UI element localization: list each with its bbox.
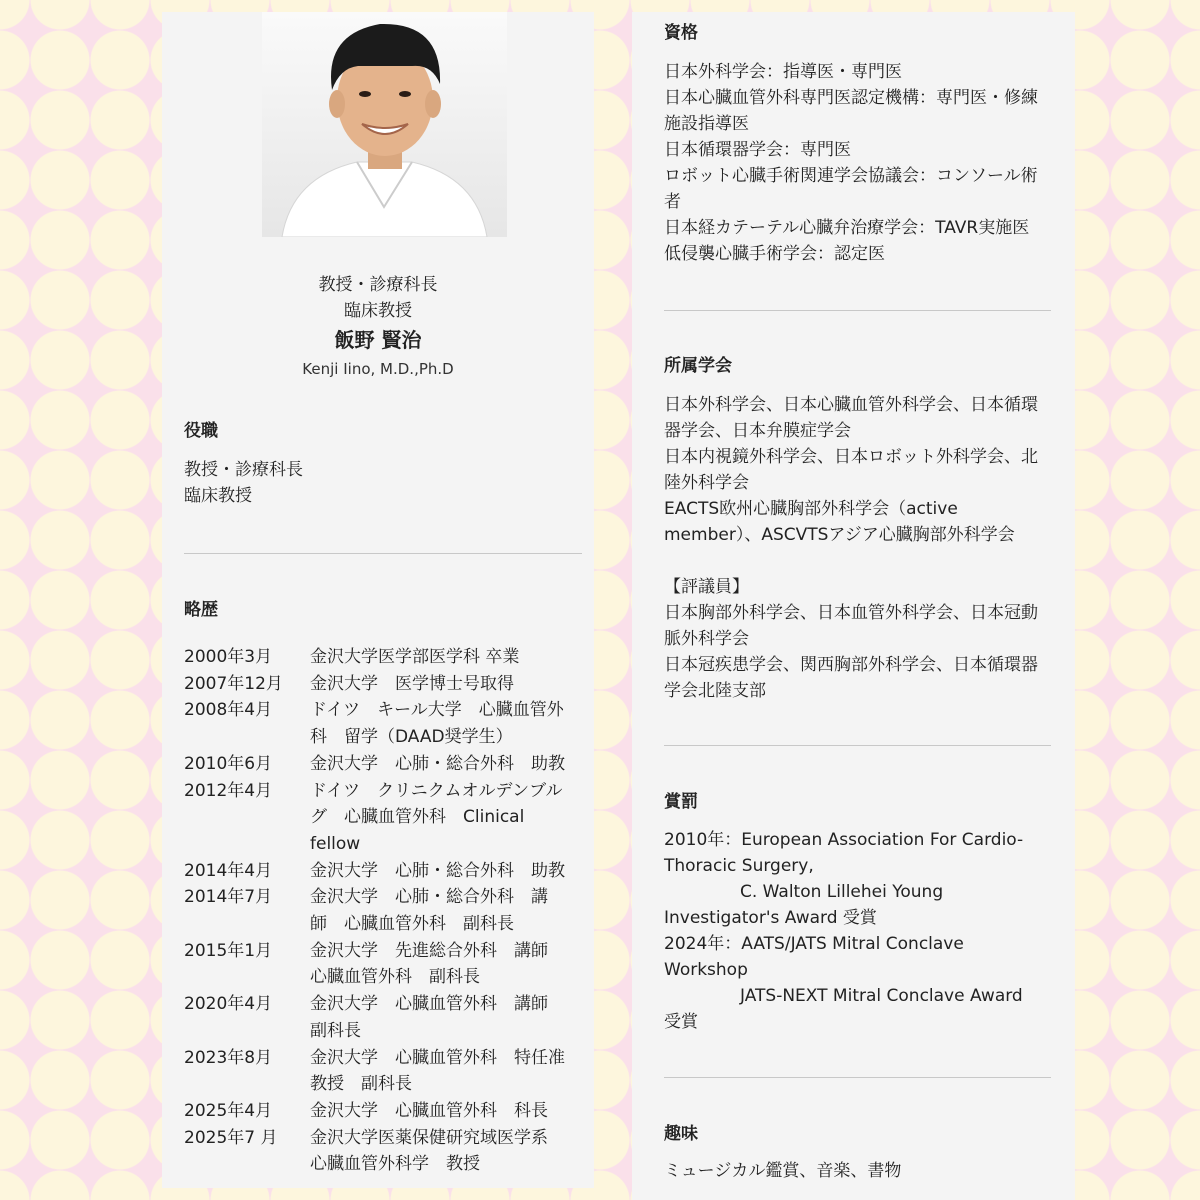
- career-text: [310, 1098, 584, 1125]
- award-line: C. Walton Lillehei Young: [740, 882, 944, 902]
- career-text: [310, 778, 584, 858]
- societies-heading: 所属学会: [664, 356, 732, 376]
- award-line: 2010年：European Association For Cardio-: [664, 830, 1024, 850]
- career-text: [310, 697, 584, 750]
- career-line: ドイツ クリニクムオルデンブル: [310, 780, 563, 801]
- society-line: member）、ASCVTSアジア心臓胸部外科学会: [664, 525, 1015, 545]
- role-list: [184, 457, 303, 509]
- career-date: 2007年12月: [184, 673, 283, 694]
- career-text: [310, 1045, 584, 1098]
- career-line: 金沢大学医学部医学科 卒業: [310, 647, 520, 667]
- career-line: グ 心臓血管外科 Clinical: [310, 807, 525, 828]
- society-line: 日本外科学会、日本心臓血管外科学会、日本循環: [664, 395, 1038, 415]
- career-line: 金沢大学 心臓血管外科 特任准: [310, 1047, 565, 1068]
- right-details-panel: [632, 12, 1075, 1200]
- career-line: 副科長: [310, 1020, 361, 1041]
- career-date: 2023年8月: [184, 1047, 273, 1068]
- award-line: Thoracic Surgery,: [664, 856, 814, 876]
- council-line: 脈外科学会: [664, 629, 749, 649]
- qualification-line: ロボット心臓手術関連学会協議会：コンソール術: [664, 166, 1038, 186]
- qualification-line: 施設指導医: [664, 114, 749, 134]
- hobby-heading: 趣味: [664, 1124, 698, 1144]
- qualification-line: 低侵襲心臓手術学会：認定医: [664, 244, 885, 264]
- role-item: 臨床教授: [184, 486, 252, 506]
- awards-heading: 賞罰: [664, 792, 698, 812]
- career-text: [310, 1125, 584, 1178]
- career-date: 2025年4月: [184, 1100, 273, 1121]
- council-heading: 【評議員】: [664, 577, 749, 597]
- society-line: 陸外科学会: [664, 473, 749, 493]
- societies-list: [664, 392, 1038, 548]
- career-line: 師 心臓血管外科 副科長: [310, 914, 514, 935]
- career-date: 2015年1月: [184, 940, 273, 961]
- council-list: [664, 574, 1038, 704]
- qualifications-list: [664, 59, 1038, 267]
- career-row: [184, 884, 584, 937]
- role-heading: 役職: [184, 421, 218, 441]
- career-text: [310, 991, 584, 1044]
- career-row: [184, 1045, 584, 1098]
- name-english: Kenji Iino, M.D.,Ph.D: [302, 360, 454, 378]
- award-line: Investigator's Award 受賞: [664, 908, 877, 928]
- career-date: 2000年3月: [184, 647, 273, 667]
- career-text: [310, 751, 584, 778]
- career-date: 2008年4月: [184, 700, 273, 721]
- career-line: 金沢大学 心肺・総合外科 助教: [310, 753, 565, 774]
- left-profile-panel: [162, 12, 594, 1188]
- qualification-line: 者: [664, 192, 681, 212]
- doctor-portrait-photo: [262, 12, 507, 237]
- award-line: 2024年：AATS/JATS Mitral Conclave: [664, 934, 964, 954]
- awards-list: [664, 827, 1064, 1035]
- career-row: [184, 1098, 584, 1125]
- section-divider: [664, 745, 1051, 746]
- qualifications-heading: 資格: [664, 23, 698, 43]
- career-line: 金沢大学 心臓血管外科 科長: [310, 1100, 548, 1121]
- career-row: [184, 644, 584, 671]
- hobby-text: ミュージカル鑑賞、音楽、書物: [664, 1161, 902, 1181]
- career-line: 心臓血管外科学 教授: [310, 1154, 480, 1175]
- council-line: 日本冠疾患学会、関西胸部外科学会、日本循環器: [664, 655, 1038, 675]
- portrait-illustration: [262, 12, 507, 237]
- career-date: 2014年4月: [184, 860, 273, 881]
- career-line: ドイツ キール大学 心臓血管外: [310, 700, 564, 721]
- career-row: [184, 938, 584, 991]
- role-item: 教授・診療科長: [184, 460, 303, 480]
- qualification-line: 日本心臓血管外科専門医認定機構：専門医・修練: [664, 88, 1038, 108]
- qualification-line: 日本経カテーテル心臓弁治療学会：TAVR実施医: [664, 218, 1030, 238]
- society-line: 器学会、日本弁膜症学会: [664, 421, 851, 441]
- career-row: [184, 858, 584, 885]
- career-line: 金沢大学医薬保健研究域医学系: [310, 1127, 548, 1148]
- career-row: [184, 671, 584, 698]
- career-date: 2012年4月: [184, 780, 273, 801]
- career-line: 教授 副科長: [310, 1074, 412, 1095]
- qualification-line: 日本循環器学会：専門医: [664, 140, 851, 160]
- career-row: [184, 778, 584, 858]
- career-line: 金沢大学 心肺・総合外科 助教: [310, 860, 565, 881]
- award-line: JATS-NEXT Mitral Conclave Award: [740, 986, 1023, 1006]
- award-line: Workshop: [664, 960, 748, 980]
- career-line: 金沢大学 先進総合外科 講師: [310, 940, 548, 961]
- career-line: 金沢大学 心肺・総合外科 講: [310, 887, 548, 908]
- society-line: 日本内視鏡外科学会、日本ロボット外科学会、北: [664, 447, 1038, 467]
- position-title-line1: 教授・診療科長: [318, 275, 438, 295]
- career-line: 金沢大学 医学博士号取得: [310, 673, 514, 694]
- section-divider: [664, 310, 1051, 311]
- award-line: 受賞: [664, 1012, 698, 1032]
- career-line: 科 留学（DAAD奨学生）: [310, 727, 513, 748]
- career-line: 金沢大学 心臓血管外科 講師: [310, 994, 548, 1015]
- section-divider: [184, 553, 582, 554]
- career-date: 2025年7 月: [184, 1127, 278, 1148]
- career-date: 2010年6月: [184, 753, 273, 774]
- career-date: 2014年7月: [184, 887, 273, 908]
- name-japanese: 飯野 賢治: [334, 328, 422, 352]
- position-title-line2: 臨床教授: [344, 301, 412, 321]
- career-row: [184, 1125, 584, 1178]
- career-line: fellow: [310, 833, 361, 854]
- qualification-line: 日本外科学会：指導医・専門医: [664, 62, 902, 82]
- career-text: [310, 884, 584, 937]
- career-row: [184, 697, 584, 750]
- career-text: [310, 938, 584, 991]
- council-line: 日本胸部外科学会、日本血管外科学会、日本冠動: [664, 603, 1038, 623]
- career-line: 心臓血管外科 副科長: [310, 967, 480, 988]
- career-heading: 略歴: [184, 600, 218, 620]
- society-line: EACTS欧州心臓胸部外科学会（active: [664, 499, 958, 519]
- career-row: [184, 991, 584, 1044]
- career-text: [310, 671, 584, 698]
- career-text: [310, 858, 584, 885]
- council-line: 学会北陸支部: [664, 681, 766, 701]
- career-list: [184, 644, 584, 1178]
- career-text: [310, 644, 584, 671]
- career-row: [184, 751, 584, 778]
- section-divider: [664, 1077, 1051, 1078]
- career-date: 2020年4月: [184, 994, 273, 1015]
